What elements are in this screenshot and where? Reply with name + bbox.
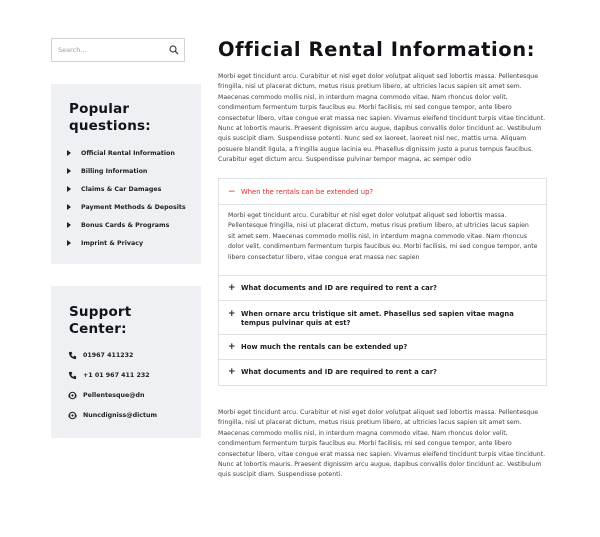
intro-paragraph: Morbi eget tincidunt arcu. Curabitur et nisl eget dolor volutpat aliquet sed lobortis massa. Pellentesque fringilla, nisi ut placerat dictum, metus risus pretium libero, at ultricies lacus sapien sit amet sem. Maecenas commodo mollis nisl, in interdum magna commodo vitae. Nam rhoncus dolor velit, condimentum fermentum turpis faucibus eu. Morbi facilisis, mi sed congue tempor, ante libero consectetur libero, vitae congue erat massa nec sapien. Vivamus eleifend tincidunt turpis vitae tincidunt. Nunc at lobortis mauris. Praesent dignissim arcu augue, dapibus convallis dolor tincidunt ac. Vestibulum quis suscipit diam. Suspendisse potenti. Nunc sed ex laoreet, laoreet nisl nec, mattis urna. Aliquam posuere blandit ligula, a fringilla augue lacinia eu. Phasellus dignissim justo a purus tempus faucibus. Curabitur eget dictum arcu. Suspendisse pulvinar tempor magna, ac semper odio bbox=[218, 73, 546, 164]
search-icon[interactable] bbox=[169, 45, 179, 55]
outro-paragraph: Morbi eget tincidunt arcu. Curabitur et nisl eget dolor volutpat aliquet sed lobortis massa. Pellentesque fringilla, nisi ut placerat dictum, metus risus pretium libero, at ultricies lacus sapien sit amet sem. Maecenas commodo mollis nisl, in interdum magna commodo vitae. Nam rhoncus dolor velit, condimentum fermentum turpis faucibus eu. Morbi facilisis, mi sed congue tempor, ante libero consectetur libero, vitae congue erat massa nec sapien. Vivamus eleifend tincidunt turpis vitae tincidunt. Nunc at lobortis mauris. Praesent dignissim arcu augue, dapibus convallis dolor tincidunt ac. Vestibulum quis suscipit diam. Suspendisse potenti. bbox=[218, 409, 546, 479]
plus-icon: + bbox=[228, 309, 236, 319]
triangle-right-icon bbox=[67, 222, 71, 228]
accordion-answer: Morbi eget tincidunt arcu. Curabitur et nisl eget dolor volutpat aliquet sed lobortis massa. Pellentesque fringilla, nisi ut placerat dictum, metus risus pretium libero, at ultricies lacus sapien sit amet sem. Maecenas commodo mollis nisl, in interdum magna commodo vitae. Nam rhoncus dolor velit, condimentum fermentum turpis faucibus eu. Morbi facilisis, mi sed congue tempor, ante libero consectetur libero, vitae congue erat massa nec sapien bbox=[228, 212, 538, 261]
search-input[interactable] bbox=[58, 39, 168, 61]
popular-questions-panel bbox=[51, 84, 201, 264]
accordion-item-header[interactable]: − When the rentals can be extended up? bbox=[228, 187, 374, 197]
triangle-right-icon bbox=[67, 186, 71, 192]
phone-icon bbox=[68, 371, 77, 380]
accordion-item-header[interactable]: + What documents and ID are required to rent a car? bbox=[228, 283, 437, 293]
popular-question-item[interactable]: Claims & Car Damages bbox=[67, 180, 186, 198]
popular-question-item[interactable]: Official Rental Information bbox=[67, 144, 186, 162]
popular-question-item[interactable]: Payment Methods & Deposits bbox=[67, 198, 186, 216]
phone-icon bbox=[68, 351, 77, 360]
plus-icon: + bbox=[228, 283, 236, 293]
triangle-right-icon bbox=[67, 168, 71, 174]
minus-icon: − bbox=[228, 187, 236, 197]
triangle-right-icon bbox=[67, 204, 71, 210]
divider bbox=[219, 275, 546, 276]
triangle-right-icon bbox=[67, 150, 71, 156]
plus-icon: + bbox=[228, 367, 236, 377]
faq-accordion bbox=[218, 178, 547, 386]
popular-question-item[interactable]: Billing Information bbox=[67, 162, 186, 180]
popular-questions-title: Popular questions: bbox=[69, 101, 151, 134]
support-contact-item[interactable]: +1 01 967 411 232 bbox=[68, 365, 157, 385]
support-center-panel bbox=[51, 286, 201, 438]
accordion-item-header[interactable]: + When ornare arcu tristique sit amet. Phasellus sed sapien vitae magna tempus pulvinar quis at est? bbox=[228, 309, 514, 327]
popular-question-item[interactable]: Imprint & Privacy bbox=[67, 234, 186, 252]
plus-icon: + bbox=[228, 342, 236, 352]
divider bbox=[219, 204, 546, 205]
support-contact-item[interactable]: 01967 411232 bbox=[68, 345, 157, 365]
search-box[interactable] bbox=[51, 38, 185, 62]
support-contact-item[interactable]: Nuncdigniss@dictum bbox=[68, 405, 157, 425]
popular-question-item[interactable]: Bonus Cards & Programs bbox=[67, 216, 186, 234]
page-title: Official Rental Information: bbox=[218, 38, 536, 61]
support-center-title: Support Center: bbox=[69, 304, 132, 337]
popular-questions-list bbox=[67, 144, 186, 252]
divider bbox=[219, 300, 546, 301]
accordion-item-header[interactable]: + What documents and ID are required to rent a car? bbox=[228, 367, 437, 377]
triangle-right-icon bbox=[67, 240, 71, 246]
divider bbox=[219, 334, 546, 335]
support-icon bbox=[68, 411, 77, 420]
support-icon bbox=[68, 391, 77, 400]
support-contact-item[interactable]: Pellentesque@dn bbox=[68, 385, 157, 405]
divider bbox=[219, 359, 546, 360]
support-contact-list bbox=[68, 345, 157, 425]
accordion-item-header[interactable]: + How much the rentals can be extended up? bbox=[228, 342, 408, 352]
